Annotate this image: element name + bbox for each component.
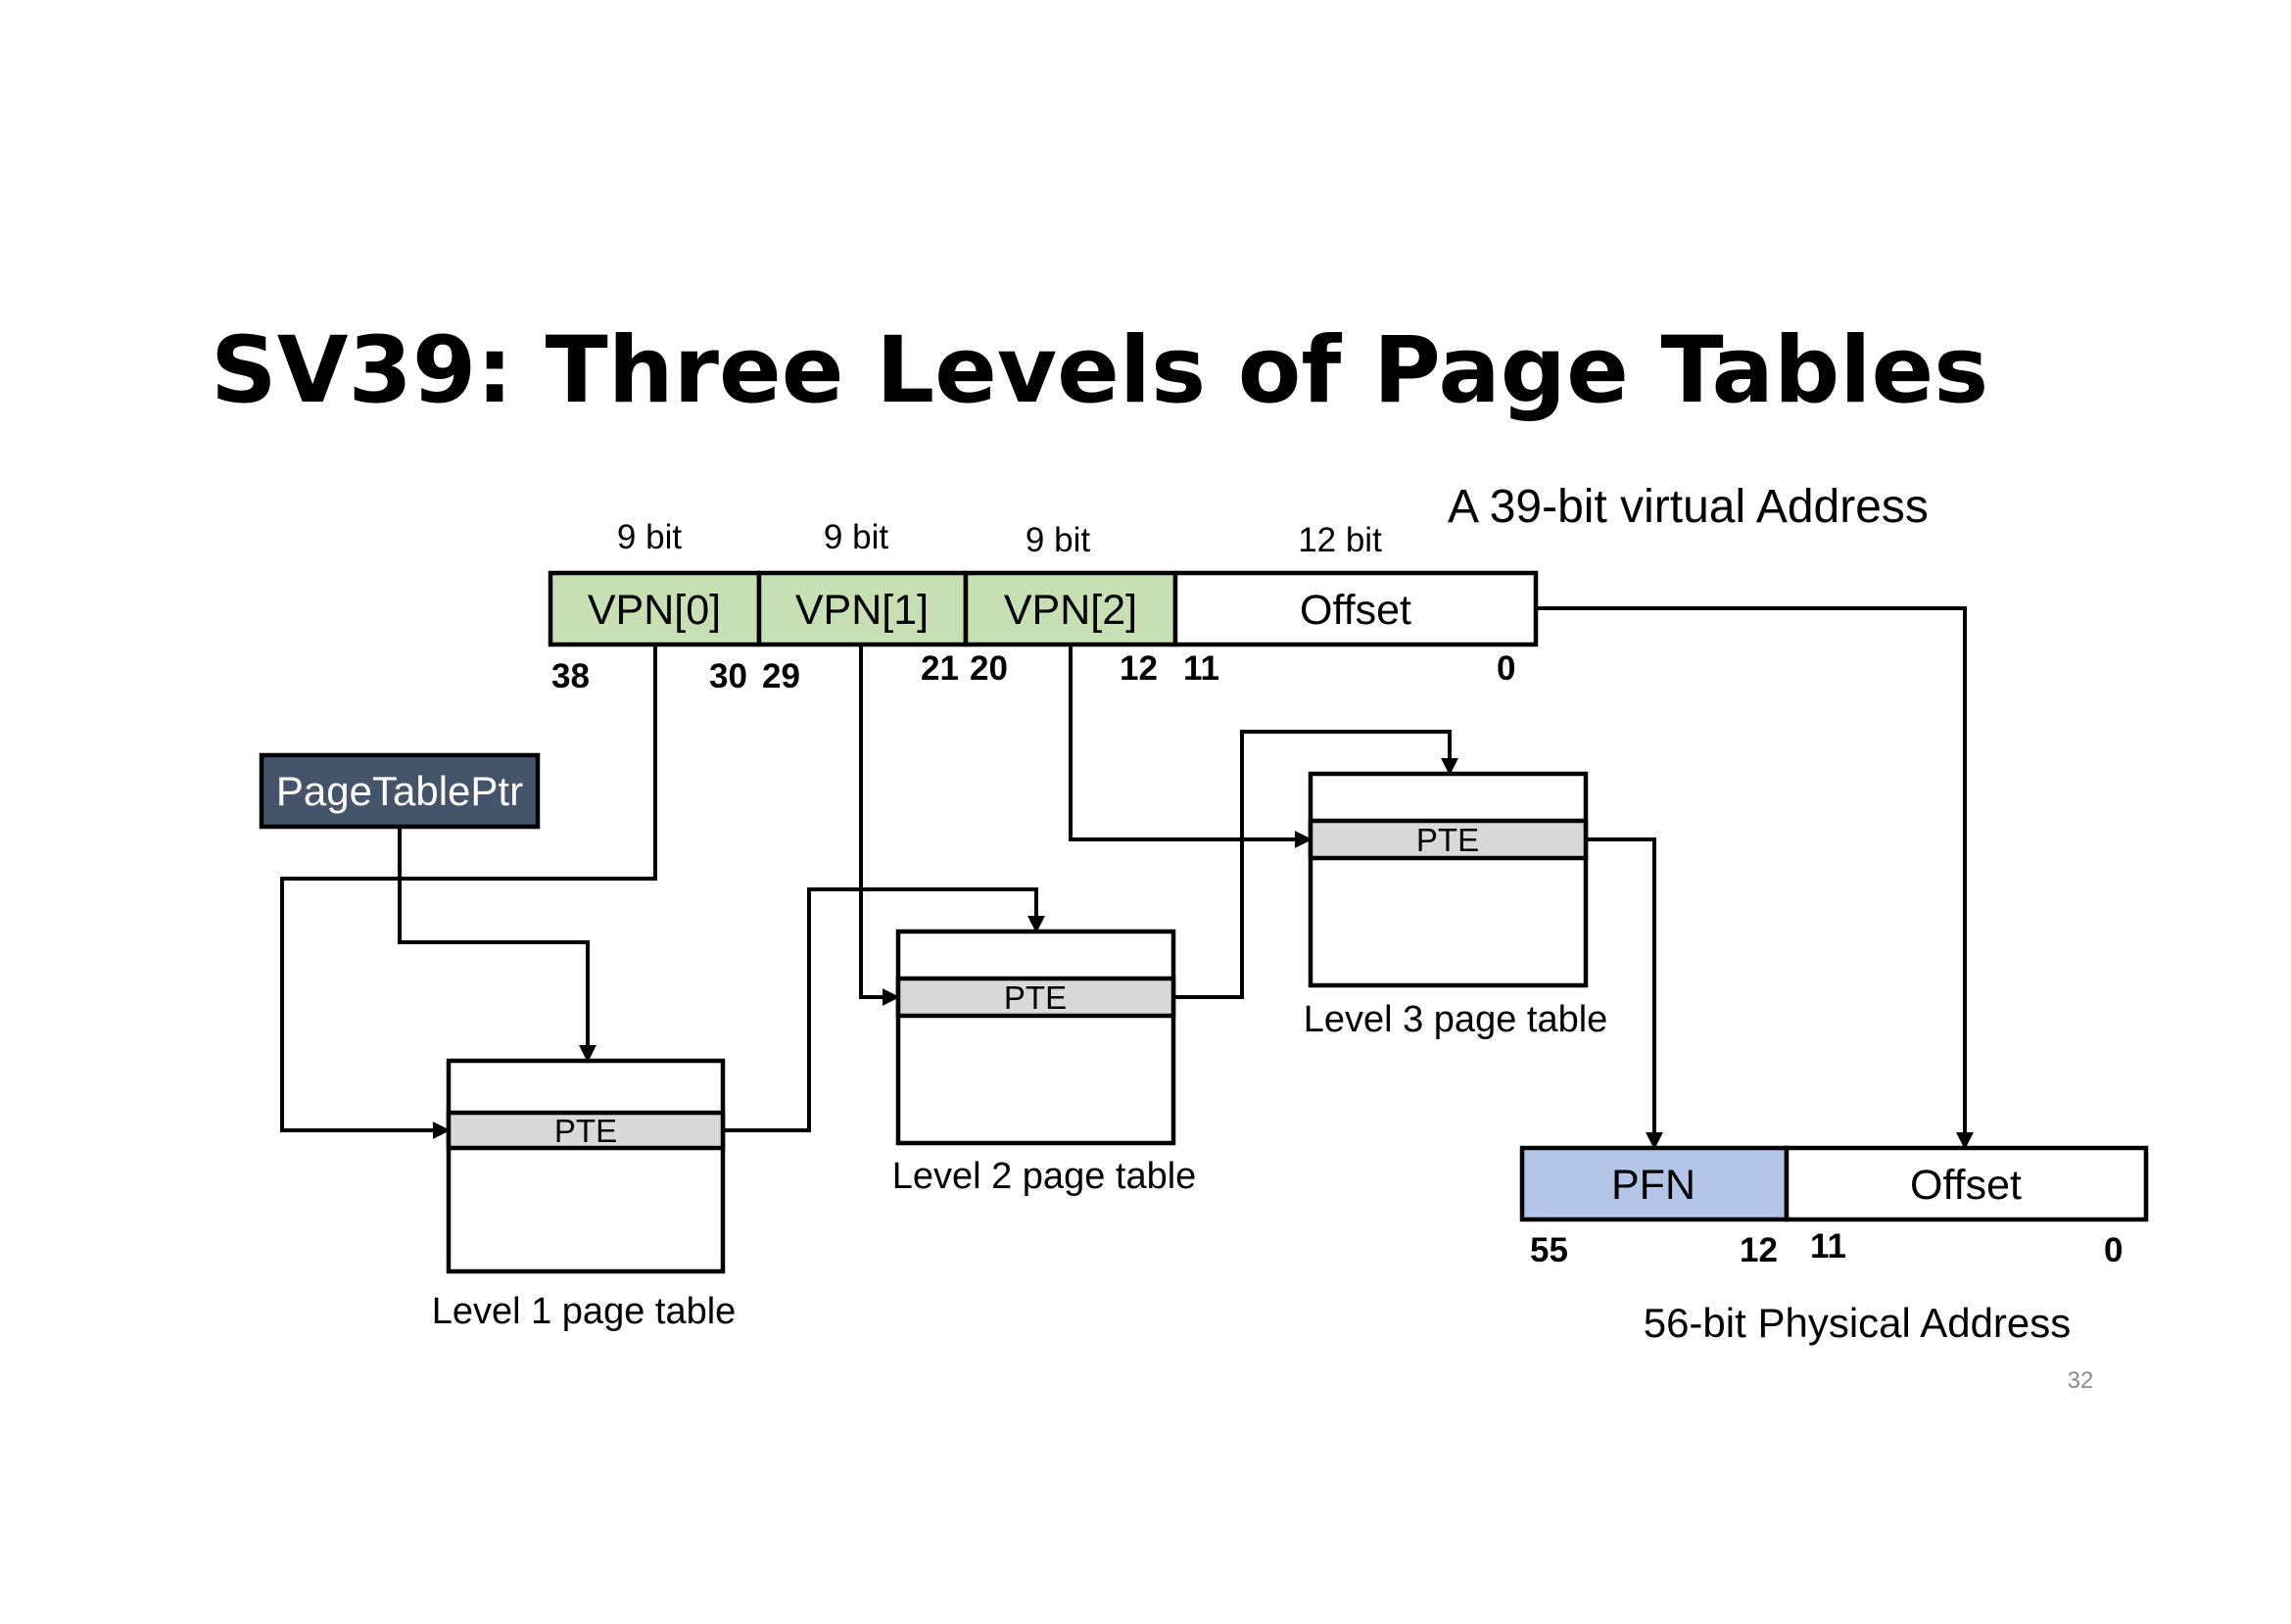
- va-bit-12: 12: [1120, 649, 1158, 688]
- pa-bit-55: 55: [1530, 1231, 1568, 1269]
- pa-bit-12: 12: [1740, 1231, 1778, 1269]
- virtual-address: [550, 573, 1536, 645]
- va-bit-29: 29: [762, 657, 800, 695]
- vpn1-width-label: 9 bit: [823, 518, 889, 556]
- pa-bit-11: 11: [1810, 1227, 1846, 1266]
- vpn0-to-level1-wire: [282, 645, 655, 1130]
- level3-table-box: [1311, 774, 1586, 985]
- vpn1-label: VPN[1]: [794, 587, 930, 634]
- va-offset-label: Offset: [1300, 587, 1411, 634]
- virtual-address-caption: A 39-bit virtual Address: [1448, 481, 1929, 533]
- vpn0-width-label: 9 bit: [616, 518, 683, 556]
- vpn0-label: VPN[0]: [587, 587, 722, 634]
- level2-caption: Level 2 page table: [891, 1156, 1197, 1197]
- level1-table-box: [449, 1061, 723, 1271]
- va-bit-20: 20: [970, 649, 1008, 688]
- va-bit-30: 30: [709, 657, 747, 695]
- level2-page-table: [892, 931, 1197, 1197]
- level2-pte-label: PTE: [1003, 979, 1068, 1016]
- va-bit-11: 11: [1183, 649, 1219, 688]
- level3-page-table: [1304, 774, 1608, 1040]
- offset-width-label: 12 bit: [1298, 521, 1382, 559]
- pa-offset-label: Offset: [1910, 1162, 2022, 1209]
- level1-page-table: [432, 1061, 737, 1332]
- va-bit-21: 21: [921, 649, 959, 688]
- pfn-label: PFN: [1611, 1162, 1695, 1209]
- level3-caption: Level 3 page table: [1303, 999, 1608, 1040]
- offset-to-offset-wire: [1536, 608, 1965, 1148]
- level3-pte-label: PTE: [1415, 822, 1480, 858]
- va-bit-38: 38: [551, 657, 590, 695]
- physical-address: [1522, 1148, 2146, 1346]
- vpn2-width-label: 9 bit: [1025, 521, 1091, 559]
- level2-table-box: [898, 931, 1173, 1143]
- level1-pte-label: PTE: [553, 1113, 618, 1149]
- page-number: 32: [2067, 1367, 2094, 1394]
- va-bit-0: 0: [1497, 649, 1516, 688]
- level1-caption: Level 1 page table: [431, 1291, 737, 1332]
- ptr-to-level1-wire: [400, 827, 588, 1061]
- vpn2-label: VPN[2]: [1003, 587, 1138, 634]
- page-table-ptr-label: PageTablePtr: [275, 768, 524, 814]
- level3-to-pfn-wire: [1586, 839, 1654, 1148]
- pa-bit-0: 0: [2104, 1231, 2124, 1269]
- physical-address-caption: 56-bit Physical Address: [1643, 1300, 2072, 1346]
- vpn1-to-level2-wire: [861, 645, 898, 997]
- slide-title: SV39: Three Levels of Page Tables: [211, 317, 1989, 424]
